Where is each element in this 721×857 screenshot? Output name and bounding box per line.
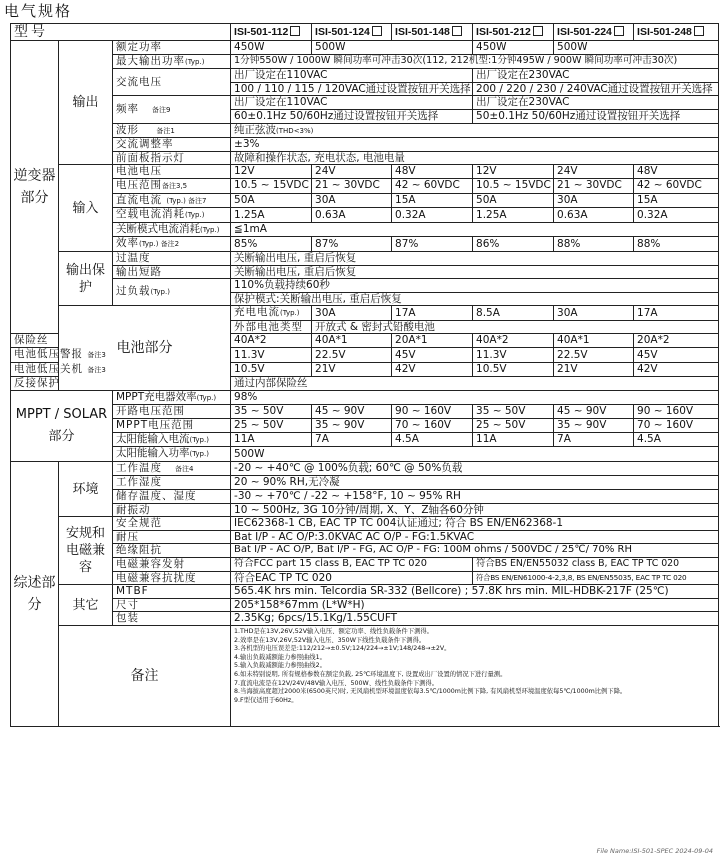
spec-value: 98% [231, 390, 719, 405]
spec-label: 效率(Typ.) 备注2 [113, 237, 231, 252]
spec-value: -20 ~ +40℃ @ 100%负载; 60℃ @ 50%负载 [231, 461, 719, 476]
spec-value: 21V [312, 362, 392, 377]
spec-value: 符合BS EN/EN61000-4-2,3,8, BS EN/EN55035, EAC TP TC 020 [473, 571, 719, 585]
checkbox[interactable] [694, 26, 704, 36]
spec-value: 4.5A [392, 432, 473, 447]
spec-value: 12V [473, 165, 554, 179]
spec-value: 10.5V [473, 362, 554, 377]
spec-label: 电磁兼容抗扰度 [113, 571, 231, 585]
spec-label: 工作湿度 [113, 476, 231, 490]
spec-label: 波形 备注1 [113, 123, 231, 138]
group-general: 综述部分 [11, 461, 59, 726]
spec-value: 87% [392, 237, 473, 252]
model-cell: ISI-501-112 [231, 24, 312, 41]
spec-value: 48V [634, 165, 719, 179]
spec-value: 88% [634, 237, 719, 252]
spec-value: 出厂设定在230VAC [473, 69, 719, 83]
model-cell: ISI-501-248 [634, 24, 719, 41]
spec-label: 最大输出功率(Typ.) [113, 54, 231, 69]
spec-label: 电磁兼容发射 [113, 557, 231, 571]
spec-label: 过负载(Typ.) [113, 279, 231, 306]
spec-value: 17A [634, 306, 719, 321]
spec-label: 太阳能输入电流(Typ.) [113, 432, 231, 447]
spec-value: 符合BS EN/EN55032 class B, EAC TP TC 020 [473, 557, 719, 571]
spec-value: 通过内部保险丝 [231, 377, 719, 391]
spec-label: 关断模式电流消耗(Typ.) [113, 222, 231, 237]
spec-value: 15A [392, 193, 473, 208]
spec-value: 出厂设定在230VAC [473, 96, 719, 110]
checkbox[interactable] [614, 26, 624, 36]
group-mppt: MPPT / SOLAR 部分 [11, 390, 113, 461]
spec-label: 频率 备注9 [113, 96, 231, 123]
spec-value: 8.5A [473, 306, 554, 321]
spec-value: 10 ~ 500Hz, 3G 10分钟/周期, X、Y、Z轴各60分钟 [231, 503, 719, 517]
spec-label: 尺寸 [113, 598, 231, 612]
spec-value: 0.32A [392, 208, 473, 223]
spec-value: 11.3V [231, 348, 312, 363]
spec-value: 42 ~ 60VDC [392, 178, 473, 193]
spec-label: 安全规范 [113, 517, 231, 531]
spec-value: 0.63A [554, 208, 634, 223]
spec-value: 42 ~ 60VDC [634, 178, 719, 193]
spec-label: 直流电流 (Typ.) 备注7 [113, 193, 231, 208]
model-cell: ISI-501-148 [392, 24, 473, 41]
spec-value: 40A*1 [312, 334, 392, 348]
spec-value: 70 ~ 160V [392, 419, 473, 433]
spec-value: 42V [392, 362, 473, 377]
note-item: 7.直流电流是在12V/24V/48V输入电压、500W、线性负载条件下测得。 [234, 679, 439, 687]
spec-label: 过温度 [113, 251, 231, 265]
model-cell: ISI-501-124 [312, 24, 392, 41]
spec-value: 60±0.1Hz 50/60Hz通过设置按钮开关选择 [231, 109, 473, 123]
notes-label: 备注 [59, 625, 231, 726]
spec-value: 符合EAC TP TC 020 [231, 571, 473, 585]
spec-value: 565.4K hrs min. Telcordia SR-332 (Bellcore) ; 57.8K hrs min. MIL-HDBK-217F (25℃) [231, 585, 719, 599]
spec-value: 10.5 ~ 15VDC [473, 178, 554, 193]
spec-label: MPPT充电器效率(Typ.) [113, 390, 231, 405]
spec-value: 500W [554, 41, 719, 55]
spec-value: 42V [634, 362, 719, 377]
spec-value: 开放式 & 密封式铅酸电池 [312, 320, 719, 334]
model-cell: ISI-501-212 [473, 24, 554, 41]
spec-value: 90 ~ 160V [392, 405, 473, 419]
group-battery: 电池部分 [59, 306, 231, 391]
group-inverter: 逆变器部分 [11, 41, 59, 334]
spec-label: 保险丝 [11, 334, 59, 348]
spec-label: 输出短路 [113, 265, 231, 279]
spec-value: 40A*1 [554, 334, 634, 348]
spec-value: 50A [473, 193, 554, 208]
checkbox[interactable] [452, 26, 462, 36]
spec-value: 50A [231, 193, 312, 208]
spec-value: 450W [231, 41, 312, 55]
spec-value: 24V [312, 165, 392, 179]
spec-value: 保护模式:关断输出电压, 重启后恢复 [231, 292, 719, 306]
file-name-footer: File Name:ISI-501-SPEC 2024-09-04 [596, 847, 713, 855]
spec-value: 故障和操作状态, 充电状态, 电池电量 [231, 151, 719, 165]
spec-value: 500W [231, 447, 719, 462]
note-item: 6.如未特别说明, 所有规格参数在额定负载, 25℃环境温度下, 设置成出厂设置的情况下进行量测。 [234, 670, 507, 678]
spec-value: 100 / 110 / 115 / 120VAC通过设置按钮开关选择 [231, 82, 473, 96]
note-item: 3.各机型的电压误差是:112/212→±0.5V;124/224→±1V;148/248→±2V。 [234, 645, 451, 653]
spec-value: 25 ~ 50V [231, 419, 312, 433]
spec-label: 开路电压范围 [113, 405, 231, 419]
spec-value: 20A*2 [634, 334, 719, 348]
spec-label: 前面板指示灯 [113, 151, 231, 165]
spec-label: 耐振动 [113, 503, 231, 517]
spec-label: 交流电压 [113, 69, 231, 96]
spec-value: 11A [473, 432, 554, 447]
spec-value: IEC62368-1 CB, EAC TP TC 004认证通过; 符合 BS EN/EN62368-1 [231, 517, 719, 531]
spec-value: Bat I/P - AC O/P, Bat I/P - FG, AC O/P - FG: 100M ohms / 500VDC / 25℃/ 70% RH [231, 544, 719, 558]
spec-value: 30A [554, 306, 634, 321]
spec-value: 11A [231, 432, 312, 447]
spec-value: 45V [634, 348, 719, 363]
spec-value: 出厂设定在110VAC [231, 96, 473, 110]
group-output: 输出 [59, 41, 113, 165]
spec-value: 87% [312, 237, 392, 252]
spec-label: 充电电流(Typ.) [231, 306, 312, 321]
spec-label: 交流调整率 [113, 138, 231, 152]
spec-value: 12V [231, 165, 312, 179]
spec-value: 88% [554, 237, 634, 252]
spec-value: 10.5V [231, 362, 312, 377]
spec-value: 11.3V [473, 348, 554, 363]
group-protection: 输出保护 [59, 251, 113, 305]
spec-value: 纯正弦波(THD<3%) [231, 123, 719, 138]
spec-value: 85% [231, 237, 312, 252]
spec-label: 电池电压 [113, 165, 231, 179]
spec-label: 电压范围备注3,5 [113, 178, 231, 193]
spec-value: 48V [392, 165, 473, 179]
spec-value: 1.25A [473, 208, 554, 223]
spec-label: 耐压 [113, 530, 231, 544]
spec-value: 40A*2 [231, 334, 312, 348]
checkbox[interactable] [290, 26, 300, 36]
notes-list [231, 625, 719, 726]
spec-value: 86% [473, 237, 554, 252]
checkbox[interactable] [533, 26, 543, 36]
spec-value: ±3% [231, 138, 719, 152]
spec-value: 30A [312, 193, 392, 208]
spec-value: 110%负载持续60秒 [231, 279, 719, 293]
spec-value: 1分钟550W / 1000W 瞬间功率可冲击30次(112, 212机型:1分钟495W / 900W 瞬间功率可冲击30次) [231, 54, 719, 69]
spec-value: 1.25A [231, 208, 312, 223]
spec-value: 7A [554, 432, 634, 447]
group-other: 其它 [59, 585, 113, 626]
spec-value: 45 ~ 90V [312, 405, 392, 419]
note-item: 8.当海拔高度超过2000米(6500英尺)时, 无风扇机型环境温度依每3.5℃/1000m比例下降, 有风扇机型环境温度依每5℃/1000m比例下降。 [234, 688, 627, 696]
spec-value: 45V [392, 348, 473, 363]
spec-value: 70 ~ 160V [634, 419, 719, 433]
spec-value: 20A*1 [392, 334, 473, 348]
spec-value: 15A [634, 193, 719, 208]
spec-label: MTBF [113, 585, 231, 599]
spec-label: 空载电流消耗(Typ.) [113, 208, 231, 223]
model-header-row [11, 24, 719, 41]
spec-value: 4.5A [634, 432, 719, 447]
spec-label: 电池低压警报 备注3 [11, 348, 59, 363]
spec-value: 17A [392, 306, 473, 321]
group-environment: 环境 [59, 461, 113, 516]
note-item: 1.THD是在13V,26V,52V输入电压、额定功率、线性负载条件下测得。 [234, 627, 433, 635]
spec-value: 35 ~ 50V [473, 405, 554, 419]
spec-value: 21 ~ 30VDC [312, 178, 392, 193]
spec-value: 10.5 ~ 15VDC [231, 178, 312, 193]
spec-label: 太阳能输入功率(Typ.) [113, 447, 231, 462]
note-item: 9.F型仅适用于60Hz。 [234, 696, 298, 704]
spec-value: 0.63A [312, 208, 392, 223]
spec-value: 24V [554, 165, 634, 179]
spec-label: 工作温度 备注4 [113, 461, 231, 476]
spec-value: ≦1mA [231, 222, 719, 237]
spec-label: 外部电池类型 [231, 320, 312, 334]
spec-value: 2.35Kg; 6pcs/15.1Kg/1.55CUFT [231, 612, 719, 626]
group-input: 输入 [59, 165, 113, 252]
spec-label: 额定功率 [113, 41, 231, 55]
spec-value: 出厂设定在110VAC [231, 69, 473, 83]
spec-value: 20 ~ 90% RH,无冷凝 [231, 476, 719, 490]
note-item: 2.效率是在13V,26V,52V输入电压、350W下线性负载条件下测得。 [234, 636, 426, 644]
spec-value: 22.5V [554, 348, 634, 363]
spec-label: 反接保护 [11, 377, 59, 391]
model-cell: ISI-501-224 [554, 24, 634, 41]
spec-value: 22.5V [312, 348, 392, 363]
spec-value: 7A [312, 432, 392, 447]
spec-value: 35 ~ 50V [231, 405, 312, 419]
spec-value: 30A [312, 306, 392, 321]
spec-table [10, 23, 719, 727]
spec-label: MPPT电压范围 [113, 419, 231, 433]
spec-value: 35 ~ 90V [554, 419, 634, 433]
checkbox[interactable] [372, 26, 382, 36]
note-item: 4.输出负载减额能力参照曲线1。 [234, 653, 326, 661]
spec-value: 21 ~ 30VDC [554, 178, 634, 193]
page-title: 电气规格 [4, 2, 73, 20]
spec-label: 绝缘阻抗 [113, 544, 231, 558]
spec-value: 符合FCC part 15 class B, EAC TP TC 020 [231, 557, 473, 571]
spec-value: 40A*2 [473, 334, 554, 348]
spec-label: 包装 [113, 612, 231, 626]
group-safety-emc: 安规和电磁兼容 [59, 517, 113, 585]
spec-label: 电池低压关机 备注3 [11, 362, 59, 377]
spec-value: 21V [554, 362, 634, 377]
spec-value: 90 ~ 160V [634, 405, 719, 419]
spec-value: 30A [554, 193, 634, 208]
spec-value: -30 ~ +70℃ / -22 ~ +158°F, 10 ~ 95% RH [231, 490, 719, 504]
spec-value: 50±0.1Hz 50/60Hz通过设置按钮开关选择 [473, 109, 719, 123]
spec-value: 205*158*67mm (L*W*H) [231, 598, 719, 612]
spec-value: 25 ~ 50V [473, 419, 554, 433]
spec-value: 关断输出电压, 重启后恢复 [231, 251, 719, 265]
model-label: 型号 [11, 24, 231, 41]
spec-value: Bat I/P - AC O/P:3.0KVAC AC O/P - FG:1.5KVAC [231, 530, 719, 544]
spec-value: 0.32A [634, 208, 719, 223]
spec-value: 500W [312, 41, 473, 55]
spec-value: 关断输出电压, 重启后恢复 [231, 265, 719, 279]
note-item: 5.输入负载减额能力参照曲线2。 [234, 662, 326, 670]
spec-value: 200 / 220 / 230 / 240VAC通过设置按钮开关选择 [473, 82, 719, 96]
spec-value: 450W [473, 41, 554, 55]
spec-label: 储存温度、湿度 [113, 490, 231, 504]
spec-value: 45 ~ 90V [554, 405, 634, 419]
spec-value: 35 ~ 90V [312, 419, 392, 433]
